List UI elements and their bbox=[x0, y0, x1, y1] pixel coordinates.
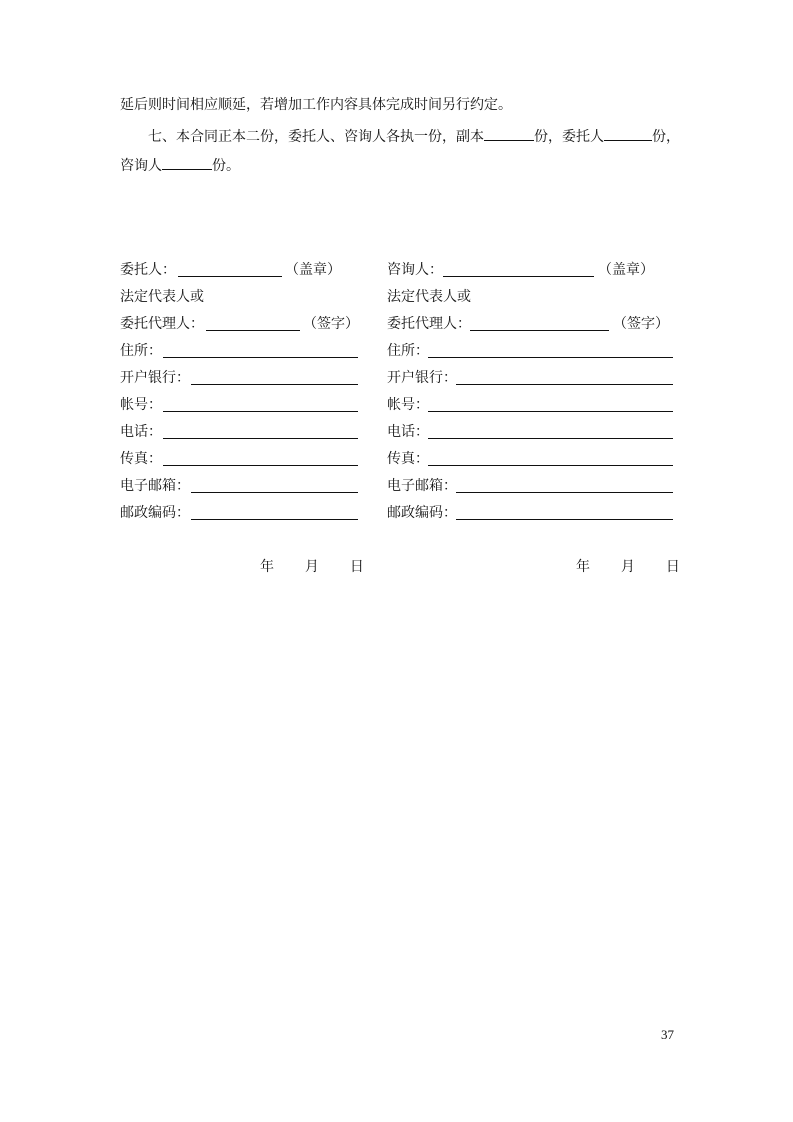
consultant-account-label: 帐号： bbox=[387, 397, 429, 413]
client-account-row bbox=[120, 396, 360, 414]
client-bank-label: 开户银行： bbox=[120, 370, 190, 386]
consultant-agent-row bbox=[387, 315, 669, 333]
consultant-bank-input[interactable] bbox=[456, 384, 673, 385]
consultant-postcode-row bbox=[387, 504, 677, 522]
page-number: 37 bbox=[661, 1027, 674, 1042]
client-address-input[interactable] bbox=[163, 357, 358, 358]
consultant-account-input[interactable] bbox=[428, 411, 673, 412]
consultant-address-row bbox=[387, 342, 677, 360]
client-fax-label: 传真： bbox=[120, 451, 162, 467]
consultant-date-month: 月 bbox=[620, 559, 635, 575]
client-fax-row bbox=[120, 450, 360, 468]
consultant-phone-label: 电话： bbox=[387, 424, 429, 440]
consultant-bank-row bbox=[387, 369, 677, 387]
copies-text-2: 份，委托人 bbox=[534, 129, 604, 145]
client-account-label: 帐号： bbox=[120, 397, 162, 413]
client-address-label: 住所： bbox=[120, 343, 162, 359]
client-phone-input[interactable] bbox=[163, 438, 358, 439]
consultant-date-year: 年 bbox=[576, 559, 590, 575]
consultant-email-label: 电子邮箱： bbox=[387, 478, 457, 494]
consultant-phone-row bbox=[387, 423, 677, 441]
copies-text-4: 份。 bbox=[212, 158, 240, 174]
client-email-row bbox=[120, 477, 360, 495]
consultant-principal-row bbox=[387, 261, 657, 279]
client-email-label: 电子邮箱： bbox=[120, 478, 190, 494]
client-email-input[interactable] bbox=[191, 492, 358, 493]
consultant-agent-input[interactable] bbox=[470, 330, 609, 331]
client-legal-rep-row bbox=[120, 288, 360, 306]
consultant-agent-label: 委托代理人： bbox=[387, 316, 471, 332]
client-principal-row bbox=[120, 261, 370, 279]
consultant-date bbox=[576, 558, 680, 576]
client-agent-input[interactable] bbox=[206, 330, 300, 331]
consultant-legal-rep-row bbox=[387, 288, 627, 306]
client-date-month: 月 bbox=[304, 559, 319, 575]
client-seal-label: （盖章） bbox=[285, 262, 341, 278]
client-phone-label: 电话： bbox=[120, 424, 162, 440]
consultant-copies-blank[interactable] bbox=[162, 155, 212, 170]
client-fax-input[interactable] bbox=[163, 465, 358, 466]
consultant-email-row bbox=[387, 477, 677, 495]
consultant-principal-label: 咨询人： bbox=[387, 262, 443, 278]
paragraph-line-2 bbox=[148, 126, 680, 146]
copy-count-blank[interactable] bbox=[484, 126, 534, 141]
client-postcode-label: 邮政编码： bbox=[120, 505, 190, 521]
client-address-row bbox=[120, 342, 360, 360]
client-date-year: 年 bbox=[260, 559, 274, 575]
client-date bbox=[260, 558, 364, 576]
client-bank-input[interactable] bbox=[191, 384, 358, 385]
client-bank-row bbox=[120, 369, 360, 387]
paragraph-line-3 bbox=[120, 155, 240, 175]
client-date-day: 日 bbox=[349, 559, 364, 575]
consultant-fax-input[interactable] bbox=[428, 465, 673, 466]
consultant-principal-input[interactable] bbox=[443, 276, 594, 277]
consultant-email-input[interactable] bbox=[456, 492, 673, 493]
consultant-date-day: 日 bbox=[665, 559, 680, 575]
client-agent-row bbox=[120, 315, 370, 333]
paragraph-line-1: 延后则时间相应顺延，若增加工作内容具体完成时间另行约定。 bbox=[120, 97, 512, 113]
client-postcode-input[interactable] bbox=[191, 519, 358, 520]
consultant-seal-label: （盖章） bbox=[598, 262, 654, 278]
copies-text-3: 份， bbox=[652, 129, 680, 145]
copies-text-1: 七、本合同正本二份，委托人、咨询人各执一份，副本 bbox=[148, 129, 484, 145]
consultant-bank-label: 开户银行： bbox=[387, 370, 457, 386]
consultant-postcode-input[interactable] bbox=[456, 519, 673, 520]
client-phone-row bbox=[120, 423, 360, 441]
consultant-address-input[interactable] bbox=[428, 357, 673, 358]
client-principal-label: 委托人： bbox=[120, 262, 176, 278]
consultant-copies-label: 咨询人 bbox=[120, 158, 162, 174]
consultant-sign-label: （签字） bbox=[613, 316, 669, 332]
consultant-account-row bbox=[387, 396, 677, 414]
client-legal-rep-label: 法定代表人或 bbox=[120, 289, 204, 305]
consultant-fax-label: 传真： bbox=[387, 451, 429, 467]
client-copies-blank[interactable] bbox=[604, 126, 652, 141]
consultant-fax-row bbox=[387, 450, 677, 468]
consultant-phone-input[interactable] bbox=[428, 438, 673, 439]
consultant-postcode-label: 邮政编码： bbox=[387, 505, 457, 521]
client-sign-label: （签字） bbox=[303, 316, 359, 332]
client-account-input[interactable] bbox=[163, 411, 358, 412]
consultant-legal-rep-label: 法定代表人或 bbox=[387, 289, 471, 305]
client-agent-label: 委托代理人： bbox=[120, 316, 204, 332]
client-principal-input[interactable] bbox=[178, 276, 282, 277]
consultant-address-label: 住所： bbox=[387, 343, 429, 359]
client-postcode-row bbox=[120, 504, 360, 522]
